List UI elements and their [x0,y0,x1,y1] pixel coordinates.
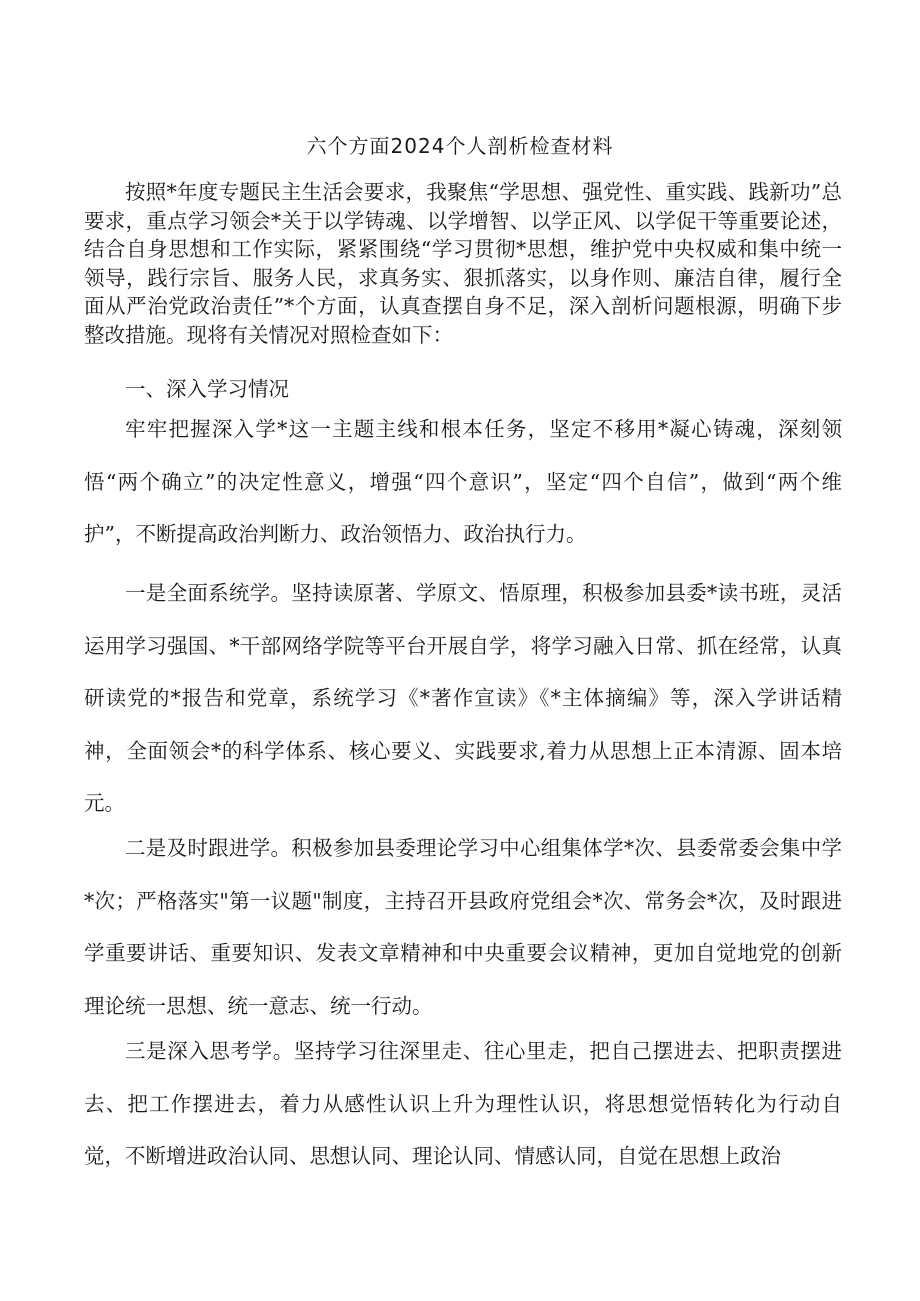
body-paragraph: 三是深入思考学。坚持学习往深里走、往心里走，把自己摆进去、把职责摆进去、把工作摆进去，着力从感性认识上升为理性认识，将思想觉悟转化为行动自觉，不断增进政治认同、思想认同、理论认同、情感认同，自觉在思想上政治 [84,1039,842,1168]
document-title: 六个方面2024个人剖析检查材料 [306,134,614,158]
body-paragraph: 一是全面系统学。坚持读原著、学原文、悟原理，积极参加县委*读书班，灵活运用学习强国、*干部网络学院等平台开展自学，将学习融入日常、抓在经常，认真研读党的*报告和党章，系统学习《*著作宣读》《*主体摘编》等，深入学讲话精神，全面领会*的科学体系、核心要义、实践要求,着力从思想上正本清源、固本培元。 [84,581,842,815]
intro-paragraph: 按照*年度专题民主生活会要求，我聚焦“学思想、强党性、重实践、践新功”总要求，重点学习领会*关于以学铸魂、以学增智、以学正风、以学促干等重要论述，结合自身思想和工作实际，紧紧围绕“学习贯彻*思想，维护党中央权威和集中统一领导，践行宗旨、服务人民，求真务实、狠抓落实，以身作则、廉洁自律，履行全面从严治党政治责任”*个方面，认真查摆自身不足，深入剖析问题根源，明确下步整改措施。现将有关情况对照检查如下： [84,180,842,347]
body-paragraph: 二是及时跟进学。积极参加县委理论学习中心组集体学*次、县委常委会集中学*次；严格落实"第一议题"制度，主持召开县政府党组会*次、常务会*次，及时跟进学重要讲话、重要知识、发表文章精神和中央重要会议精神，更加自觉地党的创新理论统一思想、统一意志、统一行动。 [84,836,842,1018]
body-paragraph: 牢牢把握深入学*这一主题主线和根本任务，坚定不移用*凝心铸魂，深刻领悟“两个确立”的决定性意义，增强“四个意识”，坚定“四个自信”，做到“两个维护”，不断提高政治判断力、政治领悟力、政治执行力。 [84,417,842,546]
section-heading: 一、深入学习情况 [125,377,289,401]
